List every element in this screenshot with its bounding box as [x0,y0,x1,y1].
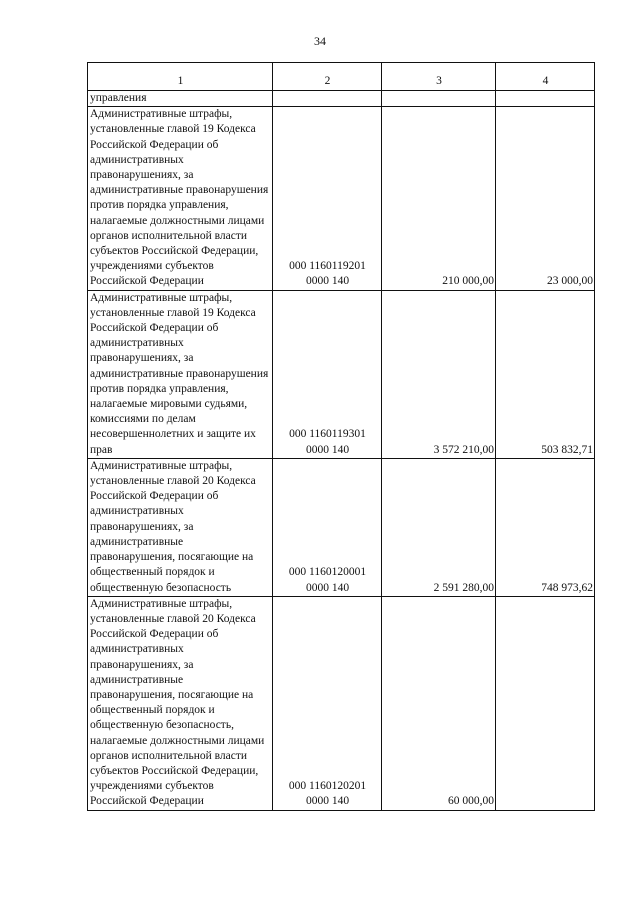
table-row [88,596,595,810]
amount-plan-cell: 2 591 280,00 [382,458,496,596]
page-number: 34 [314,34,326,48]
amount-fact-cell [496,596,595,810]
revenue-name-cell: Административные штрафы, установленные главой 20 Кодекса Российской Федерации об административных правонарушениях, за административные правонарушения, посягающие на общественный порядок и общественную безопасность [88,458,273,596]
column-number-3: 3 [382,63,496,91]
table-row [88,290,595,458]
continuation-row [88,91,595,107]
amount-fact-cell: 503 832,71 [496,290,595,458]
empty-cell [382,91,496,107]
budget-code-cell: 000 1160119301 0000 140 [273,290,382,458]
amount-plan-cell: 210 000,00 [382,107,496,290]
column-number-2: 2 [273,63,382,91]
amount-fact-cell: 748 973,62 [496,458,595,596]
amount-plan-cell: 3 572 210,00 [382,290,496,458]
revenue-name-cell: Административные штрафы, установленные главой 19 Кодекса Российской Федерации об административных правонарушениях, за административные правонарушения против порядка управления, налагаемые должностными лицами органов исполнительной власти субъектов Российской Федерации, учреждениями субъектов Российской Федерации [88,107,273,290]
continuation-text: управления [88,91,273,107]
empty-cell [496,91,595,107]
amount-plan-cell: 60 000,00 [382,596,496,810]
table-header-row [88,63,595,91]
amount-fact-cell: 23 000,00 [496,107,595,290]
column-number-1: 1 [88,63,273,91]
empty-cell [273,91,382,107]
revenue-name-cell: Административные штрафы, установленные главой 19 Кодекса Российской Федерации об административных правонарушениях, за административные правонарушения против порядка управления, налагаемые мировыми судьями, комиссиями по делам несовершеннолетних и защите их прав [88,290,273,458]
budget-code-cell: 000 1160120201 0000 140 [273,596,382,810]
budget-revenue-table [87,62,595,811]
budget-code-cell: 000 1160120001 0000 140 [273,458,382,596]
table-row [88,458,595,596]
budget-code-cell: 000 1160119201 0000 140 [273,107,382,290]
column-number-4: 4 [496,63,595,91]
table-row [88,107,595,290]
revenue-name-cell: Административные штрафы, установленные главой 20 Кодекса Российской Федерации об административных правонарушениях, за административные правонарушения, посягающие на общественный порядок и общественную безопасность, налагаемые должностными лицами органов исполнительной власти субъектов Российской Федерации, учреждениями субъектов Российской Федерации [88,596,273,810]
